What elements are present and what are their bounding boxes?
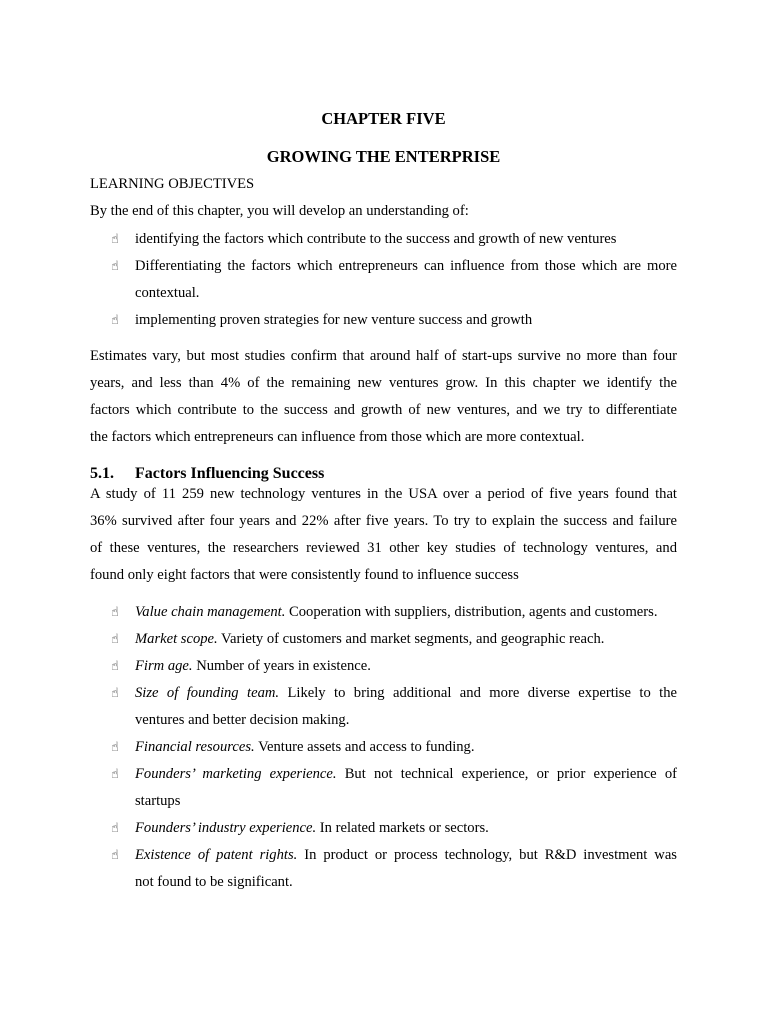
objective-text: contextual. — [135, 285, 200, 301]
paragraph-intro-line: the factors which entrepreneurs can influence from those which are more contextual. — [90, 429, 585, 445]
hand-pointing-icon: ☝ — [111, 259, 119, 274]
hand-pointing-icon: ☝ — [111, 740, 119, 755]
factor-text — [135, 869, 677, 896]
factor-item — [90, 761, 677, 815]
hand-pointing-icon: ☝ — [111, 659, 119, 674]
factor-text — [135, 761, 677, 788]
hand-pointing-icon: ☝ — [111, 232, 119, 247]
paragraph-intro-line: factors which contribute to the success and growth of new ventures, and we try to differentiate — [90, 402, 677, 418]
factor-item — [90, 842, 677, 896]
chapter-title: GROWING THE ENTERPRISE — [266, 147, 501, 166]
paragraph-study-line: of these ventures, the researchers reviewed 31 other key studies of technology ventures, and — [90, 540, 677, 556]
hand-pointing-icon: ☝ — [111, 632, 119, 647]
hand-pointing-icon: ☝ — [111, 605, 119, 620]
factor-item — [90, 734, 677, 761]
factor-term: Financial resources. — [135, 739, 255, 755]
factor-description: not found to be significant. — [135, 874, 293, 890]
paragraph-intro-line: years, and less than 4% of the remaining new ventures grow. In this chapter we identify the — [90, 375, 677, 391]
factor-description: But not technical experience, or prior experience of — [336, 766, 677, 782]
factor-item — [90, 815, 677, 842]
objectives-heading: LEARNING OBJECTIVES — [90, 176, 255, 192]
hand-pointing-icon: ☝ — [111, 848, 119, 863]
objective-text: implementing proven strategies for new venture success and growth — [135, 312, 533, 328]
factor-text — [135, 680, 677, 707]
factor-description: Variety of customers and market segments, and geographic reach. — [217, 631, 605, 647]
factor-item — [90, 626, 677, 653]
objectives-list — [90, 226, 677, 334]
objective-text: Differentiating the factors which entrepreneurs can influence from those which are more — [135, 258, 677, 274]
section-title: Factors Influencing Success — [135, 465, 325, 482]
factor-text — [135, 842, 677, 869]
factors-list — [90, 599, 677, 896]
factor-term: Existence of patent rights. — [135, 847, 298, 863]
hand-pointing-icon: ☝ — [111, 767, 119, 782]
factor-term: Value chain management. — [135, 604, 286, 620]
factor-item — [90, 599, 677, 626]
objective-item — [90, 253, 677, 307]
paragraph-intro-line: Estimates vary, but most studies confirm that around half of start-ups survive no more than four — [90, 348, 677, 364]
factor-text — [135, 653, 677, 680]
factor-description: Number of years in existence. — [192, 658, 371, 674]
factor-item — [90, 653, 677, 680]
objective-item — [90, 307, 677, 334]
paragraph-study-line: 36% survived after four years and 22% after five years. To try to explain the success and failure — [90, 513, 677, 529]
factor-term: Size of founding team. — [135, 685, 280, 701]
hand-pointing-icon: ☝ — [111, 686, 119, 701]
objective-text: identifying the factors which contribute to the success and growth of new ventures — [135, 231, 617, 247]
section-number: 5.1. — [90, 465, 114, 482]
factor-text — [135, 788, 677, 815]
factor-description: Cooperation with suppliers, distribution, agents and customers. — [285, 604, 658, 620]
hand-pointing-icon: ☝ — [111, 821, 119, 836]
paragraph-study-line: found only eight factors that were consistently found to influence success — [90, 567, 519, 583]
factor-term: Firm age. — [135, 658, 193, 674]
paragraph-intro — [90, 343, 677, 451]
factor-text — [135, 626, 677, 653]
factor-text — [135, 599, 677, 626]
objective-item — [90, 226, 677, 253]
hand-pointing-icon: ☝ — [111, 313, 119, 328]
factor-text — [135, 707, 677, 734]
factor-item — [90, 680, 677, 734]
factor-description: startups — [135, 793, 181, 809]
chapter-label: CHAPTER FIVE — [321, 109, 446, 128]
factor-description: Venture assets and access to funding. — [254, 739, 475, 755]
factor-term: Founders’ marketing experience. — [135, 766, 337, 782]
factor-description: ventures and better decision making. — [135, 712, 350, 728]
paragraph-study-line: A study of 11 259 new technology ventures in the USA over a period of five years found that — [90, 486, 677, 502]
factor-description: In product or process technology, but R&D investment was — [297, 847, 677, 863]
factor-term: Founders’ industry experience. — [135, 820, 317, 836]
factor-description: In related markets or sectors. — [316, 820, 489, 836]
factor-text — [135, 815, 677, 842]
paragraph-study — [90, 481, 677, 589]
intro-text: By the end of this chapter, you will develop an understanding of: — [90, 203, 469, 219]
factor-description: Likely to bring additional and more diverse expertise to the — [279, 685, 678, 701]
factor-text — [135, 734, 677, 761]
factor-term: Market scope. — [135, 631, 218, 647]
